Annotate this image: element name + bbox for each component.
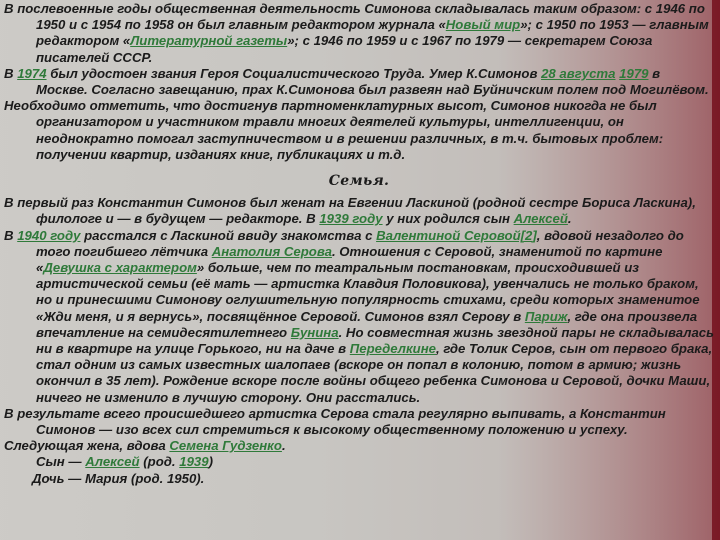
text-run: »; с 1946 по 1959 и с 1967 по 1979 — секретарем Союза писателей СССР. [36, 33, 653, 65]
text-run: в Москве. Согласно завещанию, прах К.Симонова был развеян над Буйничским полем под Могилёвом. [36, 65, 709, 98]
text-run: . [281, 438, 286, 454]
section-heading: Семья. [328, 173, 390, 190]
text-run: , где она произвела впечатление на семидесятилетнего [36, 308, 698, 340]
text-run: Следующая жена, вдова [4, 438, 170, 454]
paragraph-hero [4, 66, 714, 98]
text-run: В результате всего происшедшего артистка Серова стала регулярно выпивать, а Константин Симонов — изо всех сил стремиться к высокому общественному положению и успеху. [4, 405, 666, 438]
text-run: . [567, 211, 572, 227]
article-text [4, 1, 714, 487]
link-anatoly-serov[interactable]: Анатолия Серова [211, 243, 332, 259]
link-semyon-gudzenko[interactable]: Семена Гудзенко [169, 438, 282, 454]
link-bunin[interactable]: Бунина [290, 324, 339, 340]
text-run: . Отношения с Серовой, знаменитой по картине « [36, 243, 663, 276]
text-run: (род. [139, 454, 180, 470]
paragraph-note [4, 98, 714, 163]
link-aleksey[interactable]: Алексей [513, 211, 568, 227]
link-1974[interactable]: 1974 [17, 65, 47, 81]
link-28-august[interactable]: 28 августа [541, 65, 616, 81]
text-run: Необходимо отметить, что достигнув партноменклатурных высот, Симонов никогда не был организатором и участником травли многих деятелей культуры, интеллигенции, он неоднократно помогал заступничеством и в решении различных, в т.ч. бытовых проблем: получении квартир, изданиях книг, публикациях и т.д. [4, 98, 664, 162]
paragraph-first-marriage [4, 195, 714, 227]
text-run: В первый раз Константин Симонов был женат на Евгении Ласкиной (родной сестре Бориса Ласкина), филологе и — в будущем — редакторе. В [4, 195, 696, 227]
link-son-aleksey[interactable]: Алексей [85, 454, 140, 470]
text-run: Сын — [36, 454, 86, 470]
text-run: , вдовой незадолго до того погибшего лётчика [36, 227, 684, 259]
link-paris[interactable]: Париж [524, 308, 568, 324]
link-novy-mir[interactable]: Новый мир [445, 17, 521, 33]
link-literaturnaya-gazeta[interactable]: Литературной газеты [130, 33, 288, 49]
link-valentina-serova[interactable]: Валентиной Серовой[2] [376, 227, 537, 243]
link-1940-year[interactable]: 1940 году [17, 227, 81, 243]
link-son-1939[interactable]: 1939 [179, 454, 209, 470]
text-run: В [4, 227, 18, 243]
paragraph-next-wife [4, 438, 714, 454]
link-devushka-s-harakterom[interactable]: Девушка с характером [43, 260, 197, 276]
text-run: был удостоен звания Героя Социалистического Труда. Умер К.Симонов [46, 65, 542, 81]
text-run: , где Толик Серов, сын от первого брака, стал одним из самых известных шалопаев (вскоре он попал в колонию, потом в армию; жизнь окончил в 35 лет). Рождение вскоре после войны общего ребенка Симонова и Серовой, дочки Маши, ничего не изменило в лучшую сторону. Они расстались. [36, 341, 713, 405]
text-run: . Но совместная жизнь звездной пары не складывалась ни в квартире на улице Горького, ни на даче в [36, 324, 714, 357]
link-1979[interactable]: 1979 [619, 65, 649, 81]
link-1939-year[interactable]: 1939 году [319, 211, 383, 227]
text-run: у них родился сын [382, 211, 514, 227]
child-daughter: Дочь — Мария (род. 1950). [32, 470, 205, 486]
text-run: В [4, 65, 18, 81]
paragraph-serova [4, 228, 714, 406]
paragraph-result [4, 406, 714, 438]
text-run: »; с 1950 по 1953 — главным редактором « [36, 17, 709, 49]
link-peredelkino[interactable]: Переделкине [349, 341, 437, 357]
child-son [4, 454, 714, 470]
text-run: расстался с Ласкиной ввиду знакомства с [80, 227, 377, 243]
text-run: В послевоенные годы общественная деятельность Симонова складывалась таким образом: с 1946 по 1950 и с 1954 по 1958 он был главным редактором журнала « [4, 1, 705, 33]
text-run: » больше, чем по театральным постановкам, происходившей из артистической семьи (её мать — артистка Клавдия Половикова), увенчались не только браком, но и принесшими Симонову оглушительную популярность стихами, среди которых знаменитое «Жди меня, и я вернусь», посвящённое Серовой. Симонов взял Серову в [36, 260, 700, 324]
paragraph-postwar [4, 1, 714, 66]
text-run: ) [208, 454, 213, 470]
